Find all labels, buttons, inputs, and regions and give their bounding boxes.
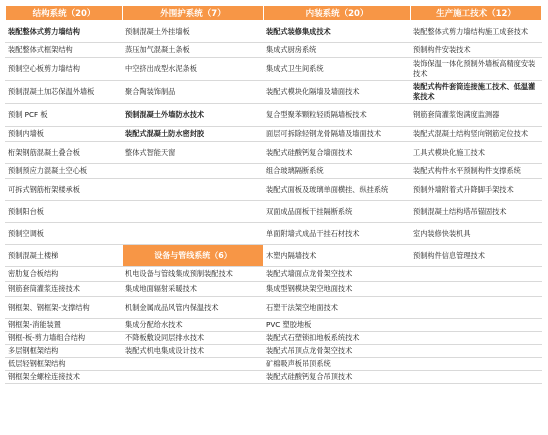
interior-cell: 装配式硅酸钙复合墙面技术 <box>264 142 411 164</box>
structure-cell: 预制混凝土楼梯 <box>6 245 123 267</box>
interior-cell: 木塑内隔墙技术 <box>264 245 411 267</box>
interior-cell: 石塑干法架空地面技术 <box>264 297 411 319</box>
structure-cell: 可拆式钢筋桁架楼承板 <box>6 179 123 201</box>
construction-cell: 预制混凝土结构塔吊锚固技术 <box>411 201 542 223</box>
table-row <box>6 21 542 43</box>
header-structure: 结构系统（20） <box>6 6 123 21</box>
construction-cell <box>411 345 542 358</box>
construction-cell <box>411 282 542 297</box>
header-equipment: 设备与管线系统（6） <box>123 245 264 267</box>
structure-cell: 预制 PCF 板 <box>6 104 123 127</box>
table-row <box>6 332 542 345</box>
table-row <box>6 282 542 297</box>
interior-cell: 单面附墙式成品干挂石材技术 <box>264 223 411 245</box>
interior-cell: 装配式面板及玻璃单面横挂、纵挂系统 <box>264 179 411 201</box>
table-row <box>6 319 542 332</box>
envelope-cell <box>123 179 264 201</box>
header-interior: 内装系统（20） <box>264 6 411 21</box>
table-body <box>6 21 542 384</box>
construction-cell: 装饰保温一体化预制外墙板高精度安装技术 <box>411 58 542 81</box>
header-row <box>6 6 542 21</box>
construction-cell: 钢筋套筒灌浆饱满度监测器 <box>411 104 542 127</box>
interior-cell: 复合型聚苯颗粒轻质隔墙板技术 <box>264 104 411 127</box>
structure-cell: 装配整体式剪力墙结构 <box>6 21 123 43</box>
table-row <box>6 81 542 104</box>
envelope-cell: 预制混凝土外墙防水技术 <box>123 104 264 127</box>
construction-cell: 预制构件信息管理技术 <box>411 245 542 267</box>
structure-cell: 多层钢框架结构 <box>6 345 123 358</box>
envelope-cell <box>123 164 264 179</box>
table-row <box>6 179 542 201</box>
interior-cell: 装配式硅酸钙复合吊顶技术 <box>264 371 411 384</box>
construction-cell: 预制外墙附着式升降脚手架技术 <box>411 179 542 201</box>
tech-system-table <box>5 5 542 384</box>
structure-cell: 钢筋套筒灌浆连接技术 <box>6 282 123 297</box>
structure-cell: 预制空心板剪力墙结构 <box>6 58 123 81</box>
structure-cell: 预制预应力混凝土空心板 <box>6 164 123 179</box>
table-row <box>6 371 542 384</box>
interior-cell: 组合玻璃隔断系统 <box>264 164 411 179</box>
envelope-cell: 集成分配给水技术 <box>123 319 264 332</box>
construction-cell: 预制构件安装技术 <box>411 43 542 58</box>
construction-cell <box>411 371 542 384</box>
structure-cell: 钢框架、钢框架-支撑结构 <box>6 297 123 319</box>
interior-cell: 装配式墙面点龙骨架空技术 <box>264 267 411 282</box>
interior-cell: 装配式模块化隔墙及墙面技术 <box>264 81 411 104</box>
envelope-cell: 预制混凝土外挂墙板 <box>123 21 264 43</box>
interior-cell: 集成型钢模块架空地面技术 <box>264 282 411 297</box>
interior-cell: PVC 塑胶地板 <box>264 319 411 332</box>
construction-cell <box>411 319 542 332</box>
construction-cell: 工具式模块化施工技术 <box>411 142 542 164</box>
envelope-cell: 集成地面辐射采暖技术 <box>123 282 264 297</box>
interior-cell: 矿棉吸声板吊顶系统 <box>264 358 411 371</box>
envelope-cell: 蒸压加气混凝土条板 <box>123 43 264 58</box>
table-row <box>6 267 542 282</box>
table-row <box>6 245 542 267</box>
envelope-cell <box>123 201 264 223</box>
interior-cell: 集成式厨房系统 <box>264 43 411 58</box>
structure-cell: 预制空调板 <box>6 223 123 245</box>
table-row <box>6 104 542 127</box>
construction-cell: 装配式构件水平预制构件支撑系统 <box>411 164 542 179</box>
construction-cell <box>411 297 542 319</box>
table-row <box>6 127 542 142</box>
envelope-cell <box>123 358 264 371</box>
construction-cell <box>411 332 542 345</box>
table-row <box>6 58 542 81</box>
structure-cell: 钢框-板-剪力墙组合结构 <box>6 332 123 345</box>
construction-cell <box>411 267 542 282</box>
structure-cell: 钢框架全螺栓连接技术 <box>6 371 123 384</box>
structure-cell: 钢框架-消能装置 <box>6 319 123 332</box>
header-construction: 生产施工技术（12） <box>411 6 542 21</box>
envelope-cell: 装配式混凝土防水密封胶 <box>123 127 264 142</box>
table-row <box>6 358 542 371</box>
construction-cell <box>411 358 542 371</box>
interior-cell: 装配式装修集成技术 <box>264 21 411 43</box>
envelope-cell: 机制金属成品风管内保温技术 <box>123 297 264 319</box>
structure-cell: 密肋复合板结构 <box>6 267 123 282</box>
envelope-cell <box>123 223 264 245</box>
table-row <box>6 201 542 223</box>
structure-cell: 预制阳台板 <box>6 201 123 223</box>
table-row <box>6 223 542 245</box>
table-row <box>6 297 542 319</box>
interior-cell: 面层可拆除轻钢龙骨隔墙及墙面技术 <box>264 127 411 142</box>
structure-cell: 预制内墙板 <box>6 127 123 142</box>
table-row <box>6 43 542 58</box>
envelope-cell: 聚合陶装饰制品 <box>123 81 264 104</box>
interior-cell: 装配式石塑锁扣地板系统技术 <box>264 332 411 345</box>
structure-cell: 桁架钢筋混凝土叠合板 <box>6 142 123 164</box>
envelope-cell: 装配式机电集成设计技术 <box>123 345 264 358</box>
tech-table-container <box>5 5 541 384</box>
interior-cell: 装配式吊顶点龙骨架空技术 <box>264 345 411 358</box>
table-row <box>6 164 542 179</box>
interior-cell: 集成式卫生间系统 <box>264 58 411 81</box>
structure-cell: 低层轻钢框架结构 <box>6 358 123 371</box>
structure-cell: 预制混凝土加芯保温外墙板 <box>6 81 123 104</box>
construction-cell: 装配式构件套筒连接施工技术、低温灌浆技术 <box>411 81 542 104</box>
table-row <box>6 345 542 358</box>
envelope-cell: 机电设备与管线集成预制装配技术 <box>123 267 264 282</box>
construction-cell: 装配整体式剪力墙结构施工成套技术 <box>411 21 542 43</box>
structure-cell: 装配整体式框架结构 <box>6 43 123 58</box>
header-envelope: 外围护系统（7） <box>123 6 264 21</box>
table-row <box>6 142 542 164</box>
construction-cell: 装配式混凝土结构竖向钢筋定位技术 <box>411 127 542 142</box>
envelope-cell <box>123 371 264 384</box>
envelope-cell: 整体式智能天窗 <box>123 142 264 164</box>
envelope-cell: 不降板敷设同层排水技术 <box>123 332 264 345</box>
interior-cell: 双面成品面板干挂隔断系统 <box>264 201 411 223</box>
construction-cell: 室内装修快装机具 <box>411 223 542 245</box>
envelope-cell: 中空挤出成型水泥条板 <box>123 58 264 81</box>
